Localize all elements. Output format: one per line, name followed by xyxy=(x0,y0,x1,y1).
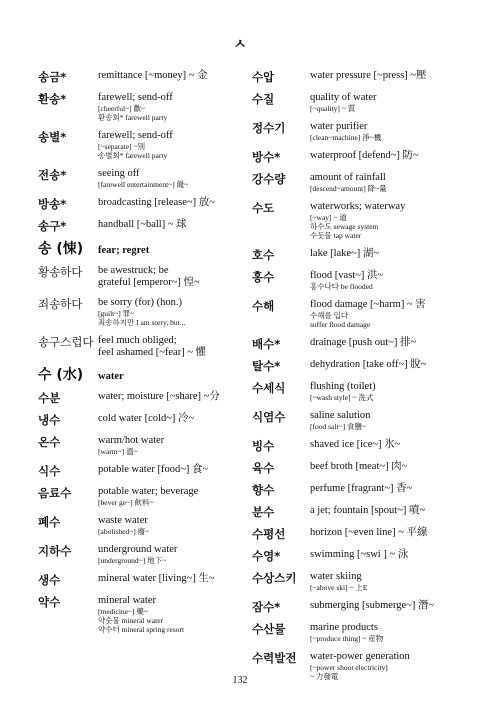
headword: 전송* xyxy=(38,168,67,182)
etymology-line: 환송회* farewell party xyxy=(98,113,168,122)
entry-body xyxy=(98,464,248,476)
gloss-line: fear; regret xyxy=(98,245,150,256)
dictionary-entry xyxy=(252,549,452,563)
dictionary-entry xyxy=(38,92,248,122)
etymology-line: 약수터 mineral spring resort xyxy=(98,625,185,634)
headword: 식수 xyxy=(38,464,61,478)
dictionary-entry xyxy=(252,600,452,614)
headword: 송금* xyxy=(38,70,67,84)
headword: 환송* xyxy=(38,92,67,106)
etymology-line: 송별회* farewell party xyxy=(98,151,168,160)
dictionary-entry xyxy=(38,595,248,634)
gloss-line: mineral water xyxy=(98,595,157,606)
headword: 음료수 xyxy=(38,486,72,500)
headword: 방수* xyxy=(252,150,281,164)
etymology-line: 죄송하지만 I am sorry, but... xyxy=(98,318,186,327)
dictionary-entry xyxy=(38,297,248,327)
entry-body xyxy=(310,70,452,82)
gloss-line: handball [~ball] ~ 球 xyxy=(98,219,187,230)
headword: 죄송하다 xyxy=(38,297,83,311)
gloss-line: beef broth [meat~] 肉~ xyxy=(310,461,408,472)
gloss-line: waste water xyxy=(98,515,148,526)
entry-body xyxy=(98,197,248,209)
entry-body xyxy=(98,515,248,536)
etymology-line: [food salt~] 食鹽~ xyxy=(310,422,367,431)
etymology-line: [~above ski] ~ 上E xyxy=(310,583,368,592)
dictionary-entry xyxy=(38,335,248,359)
headword: 정수기 xyxy=(252,121,286,135)
headword: 수분 xyxy=(38,391,61,405)
gloss-line: lake [lake~] 湖~ xyxy=(310,248,380,259)
headword: 송구* xyxy=(38,219,67,233)
headword: 식염수 xyxy=(252,410,286,424)
section-heading xyxy=(38,367,248,383)
entry-body xyxy=(98,297,248,327)
headword: 잠수* xyxy=(252,600,281,614)
headword: 분수 xyxy=(252,505,275,519)
gloss-line: horizon [~even line] ~ 平線 xyxy=(310,527,428,538)
gloss-line: dehydration [take off~] 脫~ xyxy=(310,359,427,370)
etymology-line: [cheerful~] 歡~ xyxy=(98,104,146,113)
dictionary-entry xyxy=(252,483,452,497)
entry-body xyxy=(310,201,452,240)
gloss-line: saline salution xyxy=(310,410,371,421)
etymology-line: [abolished~] 廢~ xyxy=(98,527,150,536)
gloss-line: be awestruck; be xyxy=(98,265,169,276)
gloss-line: cold water [cold~] 冷~ xyxy=(98,413,195,424)
entry-body xyxy=(310,505,452,517)
gloss-line: water; moisture [~share] ~分 xyxy=(98,391,220,402)
entry-body xyxy=(98,595,248,634)
entry-body xyxy=(310,549,452,561)
entry-body xyxy=(98,413,248,425)
dictionary-entry xyxy=(252,70,452,84)
entry-body xyxy=(98,435,248,456)
etymology-line: [~way] ~ 道 xyxy=(310,213,347,222)
gloss-line: mineral water [living~] 生~ xyxy=(98,573,215,584)
entry-body xyxy=(310,299,452,329)
entry-body xyxy=(310,337,452,349)
entry-body xyxy=(310,439,452,451)
dictionary-entry xyxy=(38,464,248,478)
etymology-line: suffer flood damage xyxy=(310,320,371,329)
entry-body xyxy=(98,265,248,289)
dictionary-entry xyxy=(252,92,452,113)
gloss-line: feel much obliged; xyxy=(98,335,177,346)
entry-body xyxy=(310,483,452,495)
entry-body xyxy=(98,544,248,565)
dictionary-entry xyxy=(252,270,452,291)
headword: 수산물 xyxy=(252,622,286,636)
headword: 수해 xyxy=(252,299,275,313)
dictionary-entry xyxy=(38,435,248,456)
gloss-line: potable water; beverage xyxy=(98,486,199,497)
headword: 냉수 xyxy=(38,413,61,427)
gloss-line: seeing off xyxy=(98,168,140,179)
gloss-line: water skiing xyxy=(310,571,362,582)
etymology-line: [guilt~] 罪~ xyxy=(98,309,135,318)
headword: 향수 xyxy=(252,483,275,497)
dictionary-entry xyxy=(252,410,452,431)
etymology-line: [farewell entertainment~] 餞~ xyxy=(98,180,189,189)
gloss-line: submerging [submerge~] 潛~ xyxy=(310,600,435,611)
dictionary-entry xyxy=(252,359,452,373)
right-column xyxy=(252,70,452,689)
headword: 송구스럽다 xyxy=(38,335,94,349)
headword: 수평선 xyxy=(252,527,286,541)
gloss-line: swimming [~swi ] ~ 泳 xyxy=(310,549,409,560)
dictionary-entry xyxy=(38,515,248,536)
gloss-line: grateful [emperor~] 惶~ xyxy=(98,277,200,288)
gloss-line: perfume [fragrant~] 香~ xyxy=(310,483,413,494)
entry-body xyxy=(98,168,248,189)
gloss-line: flood damage [~harm] ~ 害 xyxy=(310,299,426,310)
dictionary-entry xyxy=(252,248,452,262)
entry-body xyxy=(310,461,452,473)
headword: 수압 xyxy=(252,70,275,84)
headword: 수 (水) xyxy=(38,367,84,383)
gloss-line: amount of rainfall xyxy=(310,172,386,183)
gloss-line: flood [vast~] 洪~ xyxy=(310,270,384,281)
section-heading xyxy=(38,241,248,257)
dictionary-entry xyxy=(252,121,452,142)
dictionary-entry xyxy=(38,197,248,211)
entry-body xyxy=(310,571,452,592)
gloss-line: marine products xyxy=(310,622,378,633)
etymology-line: [~produce thing] ~ 産物 xyxy=(310,634,384,643)
gloss-line: drainage [push out~] 排~ xyxy=(310,337,417,348)
dictionary-entry xyxy=(252,172,452,193)
page-number: 132 xyxy=(232,675,248,686)
headword: 배수* xyxy=(252,337,281,351)
entry-body xyxy=(310,527,452,539)
dictionary-entry xyxy=(252,439,452,453)
etymology-line: ~ 力發電 xyxy=(310,672,339,681)
gloss-line: be sorry (for) (hon.) xyxy=(98,297,182,308)
dictionary-entry xyxy=(38,219,248,233)
gloss-line: underground water xyxy=(98,544,178,555)
headword: 육수 xyxy=(252,461,275,475)
etymology-line: [warm~] 溫~ xyxy=(98,447,138,456)
entry-body xyxy=(98,70,248,82)
headword: 빙수 xyxy=(252,439,275,453)
etymology-line: [descend~amount] 降~量 xyxy=(310,184,387,193)
gloss-line: waterproof [defend~] 防~ xyxy=(310,150,419,161)
etymology-line: [bever ge~] 飮料~ xyxy=(98,498,154,507)
etymology-line: 약숫물 mineral water xyxy=(98,616,164,625)
headword: 약수 xyxy=(38,595,61,609)
headword: 수질 xyxy=(252,92,275,106)
dictionary-entry xyxy=(252,381,452,402)
dictionary-entry xyxy=(252,505,452,519)
entry-body xyxy=(310,150,452,162)
dictionary-entry xyxy=(38,168,248,189)
etymology-line: [~separate] ~別 xyxy=(98,142,146,151)
dictionary-entry xyxy=(252,201,452,240)
entry-body xyxy=(98,92,248,122)
dictionary-entry xyxy=(252,527,452,541)
etymology-line: [underground~] 地下~ xyxy=(98,556,167,565)
gloss-line: a jet; fountain [spout~] 噴~ xyxy=(310,505,426,516)
entry-body xyxy=(310,381,452,402)
headword: 호수 xyxy=(252,248,275,262)
entry-body xyxy=(98,130,248,160)
gloss-line: water purifier xyxy=(310,121,368,132)
entry-body xyxy=(98,486,248,507)
gloss-line: flushing (toilet) xyxy=(310,381,376,392)
gloss-line: farewell; send-off xyxy=(98,92,173,103)
gloss-line: farewell; send-off xyxy=(98,130,173,141)
entry-body xyxy=(310,600,452,612)
page-header: ㅅ xyxy=(233,37,247,53)
gloss-line: shaved ice [ice~] 氷~ xyxy=(310,439,401,450)
dictionary-entry xyxy=(252,150,452,164)
gloss-line: warm/hot water xyxy=(98,435,165,446)
entry-body xyxy=(98,391,248,403)
headword: 수세식 xyxy=(252,381,286,395)
dictionary-entry xyxy=(252,299,452,329)
gloss-line: potable water [food~] 食~ xyxy=(98,464,209,475)
etymology-line: 수돗물 tap water xyxy=(310,231,362,240)
headword: 수상스키 xyxy=(252,571,297,585)
headword: 폐수 xyxy=(38,515,61,529)
etymology-line: [medicine~] 藥~ xyxy=(98,607,148,616)
etymology-line: 하수도 sewage system xyxy=(310,222,379,231)
etymology-line: [~power shoot electricity] xyxy=(310,663,388,672)
dictionary-entry xyxy=(252,622,452,643)
headword: 온수 xyxy=(38,435,61,449)
gloss-line: water xyxy=(98,371,124,382)
gloss-line: quality of water xyxy=(310,92,377,103)
entry-body xyxy=(310,270,452,291)
headword: 송별* xyxy=(38,130,67,144)
etymology-line: [~wash style] ~ 洗式 xyxy=(310,393,374,402)
left-column xyxy=(38,70,248,642)
dictionary-entry xyxy=(252,461,452,475)
entry-body xyxy=(310,92,452,113)
etymology-line: [~quality] ~ 質 xyxy=(310,104,356,113)
dictionary-entry xyxy=(38,486,248,507)
headword: 생수 xyxy=(38,573,61,587)
headword: 강수량 xyxy=(252,172,286,186)
headword: 황송하다 xyxy=(38,265,83,279)
entry-body xyxy=(310,121,452,142)
gloss-line: feel ashamed [~fear] ~ 懼 xyxy=(98,347,207,358)
dictionary-entry xyxy=(38,130,248,160)
headword: 수력발전 xyxy=(252,651,297,665)
entry-body xyxy=(98,335,248,359)
gloss-line: water pressure [~press] ~壓 xyxy=(310,70,427,81)
entry-body xyxy=(310,248,452,260)
dictionary-entry xyxy=(252,337,452,351)
entry-body xyxy=(310,410,452,431)
headword: 송 (悚) xyxy=(38,241,84,257)
gloss-line: water-power generation xyxy=(310,651,410,662)
headword: 수도 xyxy=(252,201,275,215)
entry-body xyxy=(98,573,248,585)
dictionary-entry xyxy=(38,413,248,427)
entry-body xyxy=(98,371,248,383)
etymology-line: 수해를 입다 xyxy=(310,311,349,320)
dictionary-entry xyxy=(252,571,452,592)
entry-body xyxy=(98,245,248,257)
gloss-line: waterworks; waterway xyxy=(310,201,406,212)
headword: 탈수* xyxy=(252,359,281,373)
headword: 수영* xyxy=(252,549,281,563)
dictionary-entry xyxy=(38,544,248,565)
dictionary-entry xyxy=(38,265,248,289)
headword: 방송* xyxy=(38,197,67,211)
dictionary-entry xyxy=(38,391,248,405)
etymology-line: 홍수나다 be flooded xyxy=(310,282,373,291)
dictionary-entry xyxy=(38,70,248,84)
dictionary-entry xyxy=(38,573,248,587)
headword: 홍수 xyxy=(252,270,275,284)
entry-body xyxy=(310,172,452,193)
etymology-line: [clean~machine] 淨~機 xyxy=(310,133,382,142)
entry-body xyxy=(310,359,452,371)
entry-body xyxy=(310,622,452,643)
gloss-line: broadcasting [release~] 放~ xyxy=(98,197,215,208)
headword: 지하수 xyxy=(38,544,72,558)
gloss-line: remittance [~money] ~ 金 xyxy=(98,70,208,81)
entry-body xyxy=(98,219,248,231)
